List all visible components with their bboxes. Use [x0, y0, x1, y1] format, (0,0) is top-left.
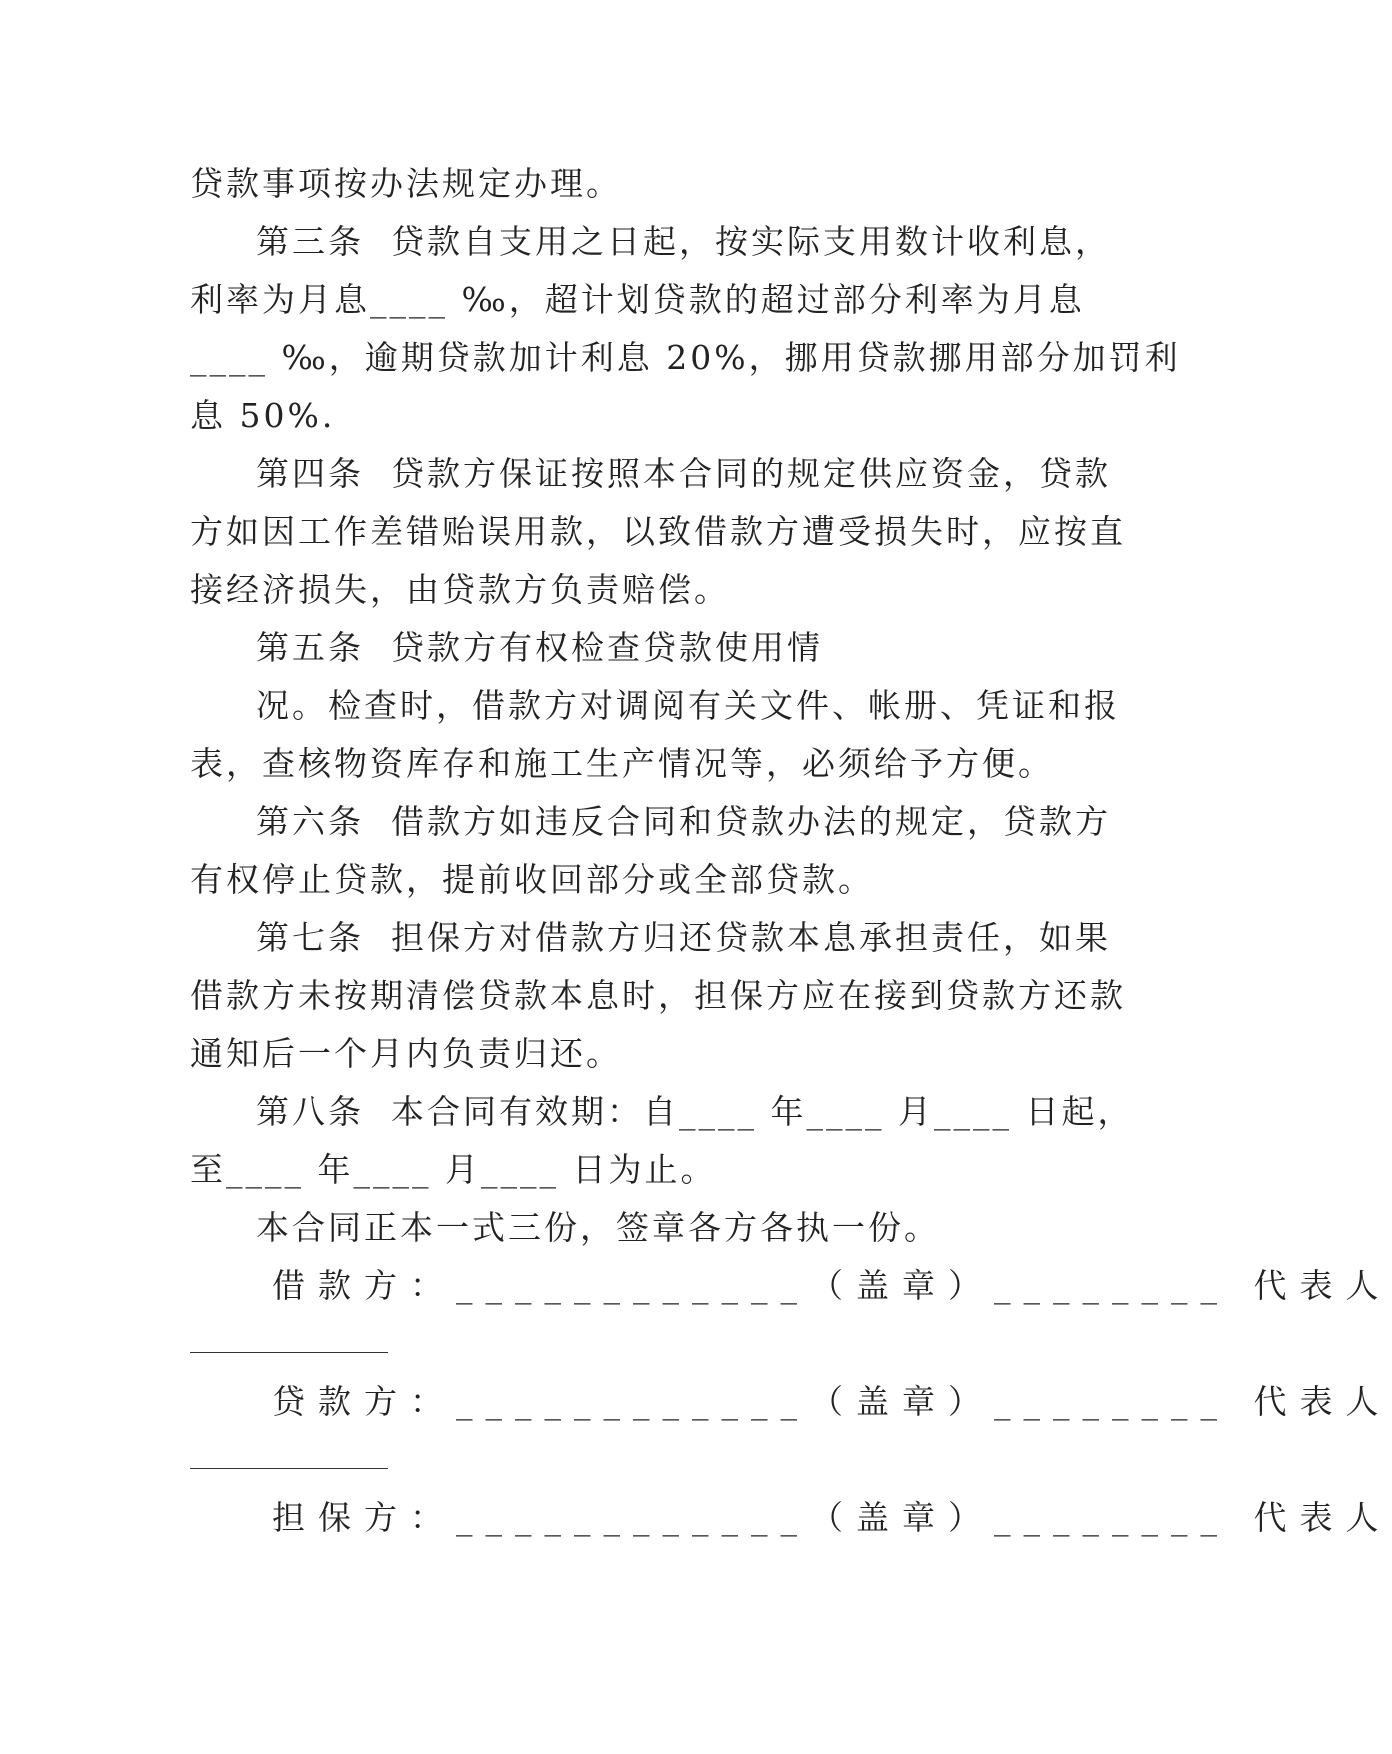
article-6-heading-line: 第六条 借款方如违反合同和贷款办法的规定，贷款方 — [256, 802, 1111, 841]
text-line: 息 50%. — [190, 396, 336, 435]
text-line: 有权停止贷款，提前收回部分或全部贷款。 — [190, 860, 874, 899]
lender-signature-line: 贷款方：____________（盖章）________ 代表人 — [272, 1382, 1392, 1421]
text-line: 利率为月息____ ‰，超计划贷款的超过部分利率为月息 — [190, 280, 1085, 319]
text-line: 至____ 年____ 月____ 日为止。 — [190, 1150, 717, 1189]
article-4-heading-line: 第四条 贷款方保证按照本合同的规定供应资金，贷款 — [256, 454, 1111, 493]
text-line: ____ ‰，逾期贷款加计利息 20%，挪用贷款挪用部分加罚利 — [190, 338, 1181, 377]
borrower-representative-underline — [190, 1352, 388, 1353]
text-line: 接经济损失，由贷款方负责赔偿。 — [190, 570, 730, 609]
guarantor-signature-line: 担保方：____________（盖章）________ 代表人 — [272, 1498, 1392, 1537]
lender-representative-underline — [190, 1468, 388, 1469]
article-5-heading-line: 第五条 贷款方有权检查贷款使用情 — [256, 628, 823, 667]
text-line: 况。检查时，借款方对调阅有关文件、帐册、凭证和报 — [256, 686, 1120, 725]
borrower-signature-line: 借款方：____________（盖章）________ 代表人 — [272, 1266, 1392, 1305]
article-3-heading-line: 第三条 贷款自支用之日起，按实际支用数计收利息， — [256, 222, 1111, 261]
article-7-heading-line: 第七条 担保方对借款方归还贷款本息承担责任，如果 — [256, 918, 1111, 957]
copies-statement-line: 本合同正本一式三份，签章各方各执一份。 — [256, 1208, 940, 1247]
text-line: 通知后一个月内负责归还。 — [190, 1034, 622, 1073]
text-line: 借款方未按期清偿贷款本息时，担保方应在接到贷款方还款 — [190, 976, 1126, 1015]
article-8-heading-line: 第八条 本合同有效期：自____ 年____ 月____ 日起， — [256, 1092, 1134, 1131]
text-line: 方如因工作差错贻误用款，以致借款方遭受损失时，应按直 — [190, 512, 1126, 551]
text-line: 贷款事项按办法规定办理。 — [190, 164, 622, 203]
text-line: 表，查核物资库存和施工生产情况等，必须给予方便。 — [190, 744, 1054, 783]
